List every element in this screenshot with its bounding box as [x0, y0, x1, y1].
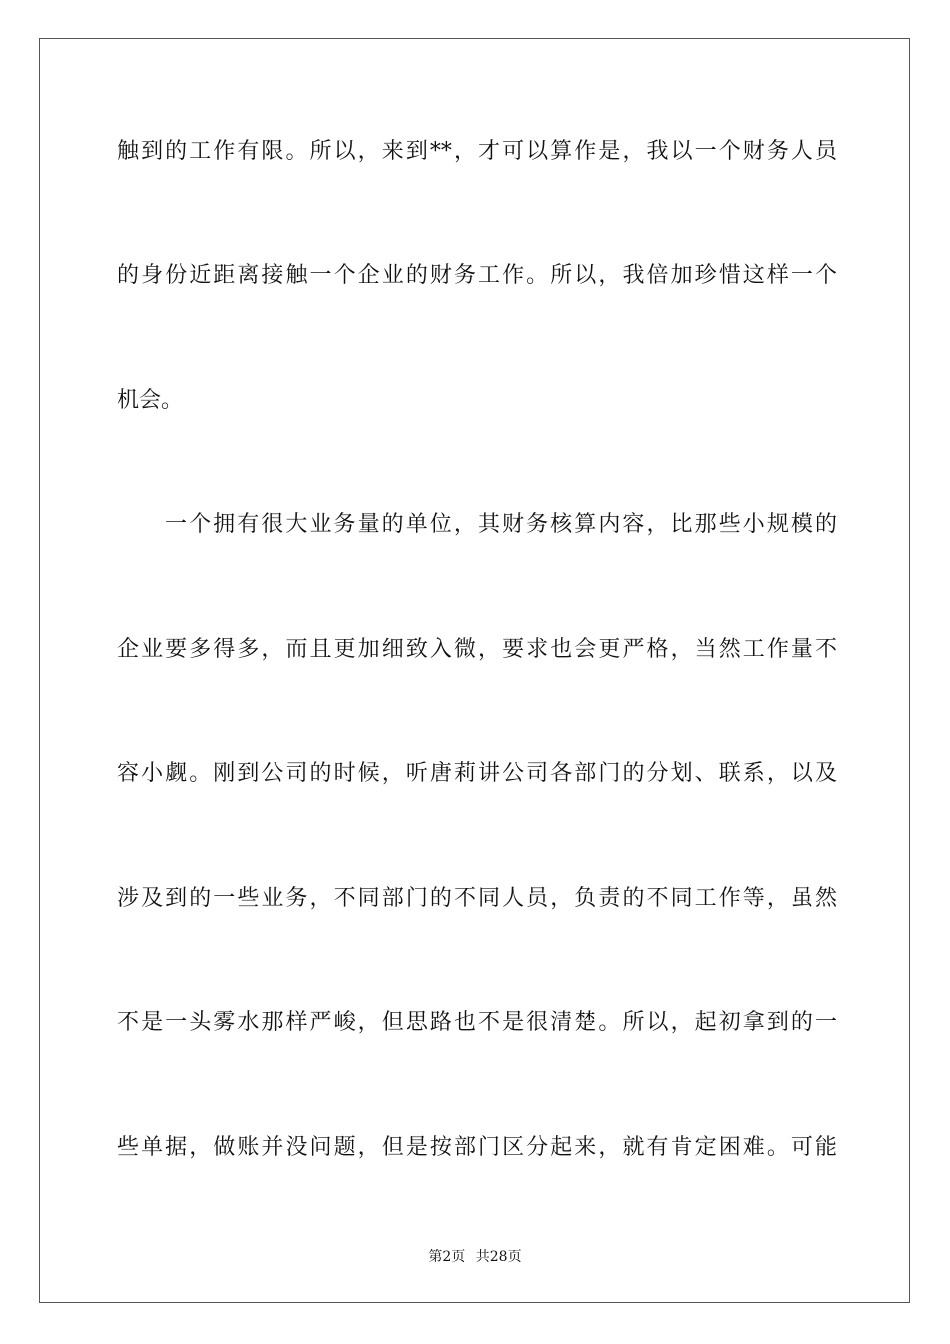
paragraph-1-line-2: 的身份近距离接触一个企业的财务工作。所以，我倍加珍惜这样一个: [117, 263, 837, 288]
paragraph-2-line-1: 一个拥有很大业务量的单位，其财务核算内容，比那些小规模的: [165, 512, 837, 537]
page-number: 第2页: [428, 1249, 466, 1265]
paragraph-2-line-5: 不是一头雾水那样严峻，但思路也不是很清楚。所以，起初拿到的一: [117, 1010, 837, 1035]
paragraph-2-line-4: 涉及到的一些业务，不同部门的不同人员，负责的不同工作等，虽然: [117, 886, 837, 911]
page-footer: [0, 1246, 950, 1266]
paragraph-2-line-2: 企业要多得多，而且更加细致入微，要求也会更严格，当然工作量不: [117, 637, 837, 662]
page-frame: [39, 38, 910, 1303]
paragraph-1-line-1: 触到的工作有限。所以，来到**，才可以算作是，我以一个财务人员: [117, 139, 837, 164]
paragraph-2-line-3: 容小觑。刚到公司的时候，听唐莉讲公司各部门的分划、联系，以及: [117, 761, 837, 786]
paragraph-1-line-3: 机会。: [117, 388, 184, 413]
paragraph-2-line-6: 些单据，做账并没问题，但是按部门区分起来，就有肯定困难。可能: [117, 1135, 837, 1160]
page-total: 共28页: [475, 1249, 522, 1265]
